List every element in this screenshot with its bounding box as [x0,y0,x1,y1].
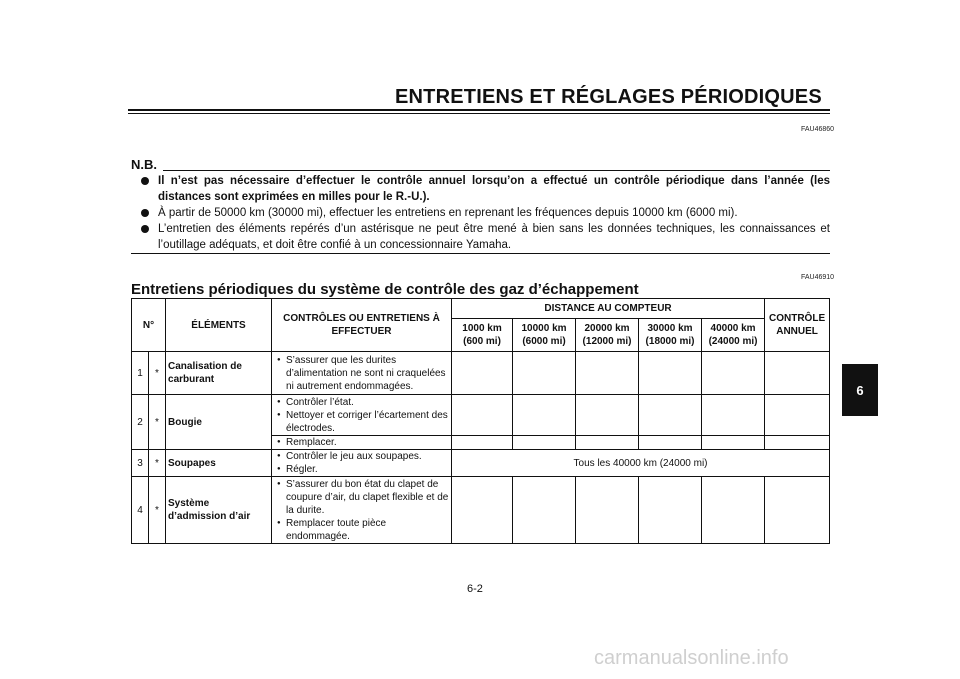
check-mark-icon [639,352,702,395]
distance-km: 1000 km [462,323,502,334]
row-checks [272,450,452,477]
row-number: 1 [132,352,149,395]
table-row [132,450,830,477]
row-star: * [149,450,166,477]
title-rule [128,109,830,111]
distance-km: 40000 km [710,323,756,334]
row-checks [272,436,452,450]
check-item: ● Nettoyer et corriger l’écartement des électrodes. [274,409,449,435]
check-item: ● S’assurer du bon état du clapet de coupure d’air, du clapet flexible et de la durite. [274,478,449,517]
cell-1000 [452,477,513,544]
header-elements: ÉLÉMENTS [166,299,272,352]
cell-annual [765,395,830,436]
distance-km: 10000 km [521,323,567,334]
note-rule [163,170,830,171]
distance-mi: (12000 mi) [582,336,632,347]
header-distance-5 [702,319,765,352]
distance-mi: (18000 mi) [645,336,695,347]
row-element: Système d’admission d’air [166,477,272,544]
header-no: N° [132,299,166,352]
header-distance-1 [452,319,513,352]
note-text: L’entretien des éléments repérés d’un astérisque ne peut être mené à bien sans les données techniques, les connaissances et l’outillage adéquats, et doit être confié à un concessionnaire Yamaha. [158,223,830,251]
chapter-tab: 6 [842,364,878,416]
check-mark-icon [639,395,702,436]
title-rule-thin [128,113,830,114]
distance-km: 30000 km [647,323,693,334]
row-number: 4 [132,477,149,544]
check-item: ● Régler. [274,463,449,476]
check-mark-icon [513,352,576,395]
note-label: N.B. [131,157,157,172]
interval-text: Tous les 40000 km (24000 mi) [452,450,830,477]
check-item: ● Contrôler le jeu aux soupapes. [274,450,449,463]
row-element: Soupapes [166,450,272,477]
watermark: carmanualsonline.info [594,647,789,669]
cell-20000 [576,395,639,436]
check-item: ● Contrôler l’état. [274,396,449,409]
check-mark-icon [702,477,765,544]
cell-annual [765,436,830,450]
note-item [141,173,830,205]
header-distance-2 [513,319,576,352]
bullet-icon [141,225,149,233]
table-row [132,352,830,395]
row-star: * [149,477,166,544]
check-mark-icon [765,477,830,544]
cell-40000 [702,395,765,436]
bullet-icon [141,209,149,217]
row-number: 3 [132,450,149,477]
maintenance-table [131,298,830,544]
check-mark-icon [765,352,830,395]
distance-mi: (600 mi) [463,336,501,347]
check-mark-icon [702,436,765,450]
distance-mi: (6000 mi) [522,336,566,347]
page-number: 6-2 [467,583,483,595]
cell-1000 [452,395,513,436]
note-list [141,173,830,253]
distance-km: 20000 km [584,323,630,334]
header-distance-3 [576,319,639,352]
check-item: ● S’assurer que les durites d’alimentation ne sont ni craquelées ni autrement endommagées. [274,354,449,393]
check-mark-icon [576,352,639,395]
doc-code: FAU46860 [801,126,835,133]
row-star: * [149,352,166,395]
distance-mi: (24000 mi) [708,336,758,347]
cell-30000 [639,436,702,450]
header-annual: CONTRÔLE ANNUEL [765,299,830,352]
check-mark-icon [639,477,702,544]
check-mark-icon [513,395,576,436]
header-checks: CONTRÔLES OU ENTRETIENS À EFFECTUER [272,299,452,352]
row-checks [272,352,452,395]
check-mark-icon [702,352,765,395]
row-checks [272,477,452,544]
table-row [132,477,830,544]
doc-code: FAU46910 [801,274,835,281]
section-title: Entretiens périodiques du système de contrôle des gaz d’échappement [131,281,639,298]
row-number: 2 [132,395,149,450]
row-element: Canalisation de carburant [166,352,272,395]
check-mark-icon [576,436,639,450]
header-distance-4 [639,319,702,352]
check-mark-icon [576,477,639,544]
row-element: Bougie [166,395,272,450]
note-text: Il n’est pas nécessaire d’effectuer le contrôle annuel lorsqu’on a effectué un contrôle périodique dans l’année (les distances sont exprimées en milles pour le R.-U.). [158,175,830,203]
header-distance: DISTANCE AU COMPTEUR [452,299,765,319]
note-item [141,221,830,253]
check-item: ● Remplacer toute pièce endommagée. [274,517,449,543]
cell-1000 [452,352,513,395]
table-row [132,395,830,436]
check-mark-icon [513,477,576,544]
check-item: ● Remplacer. [274,436,449,449]
row-star: * [149,395,166,450]
page-title: ENTRETIENS ET RÉGLAGES PÉRIODIQUES [395,86,822,108]
note-rule-bottom [131,253,830,254]
cell-10000 [513,436,576,450]
cell-1000 [452,436,513,450]
note-text: À partir de 50000 km (30000 mi), effectuer les entretiens en reprenant les fréquences depuis 10000 km (6000 mi). [158,207,738,219]
note-item [141,205,830,221]
bullet-icon [141,177,149,185]
row-checks [272,395,452,436]
